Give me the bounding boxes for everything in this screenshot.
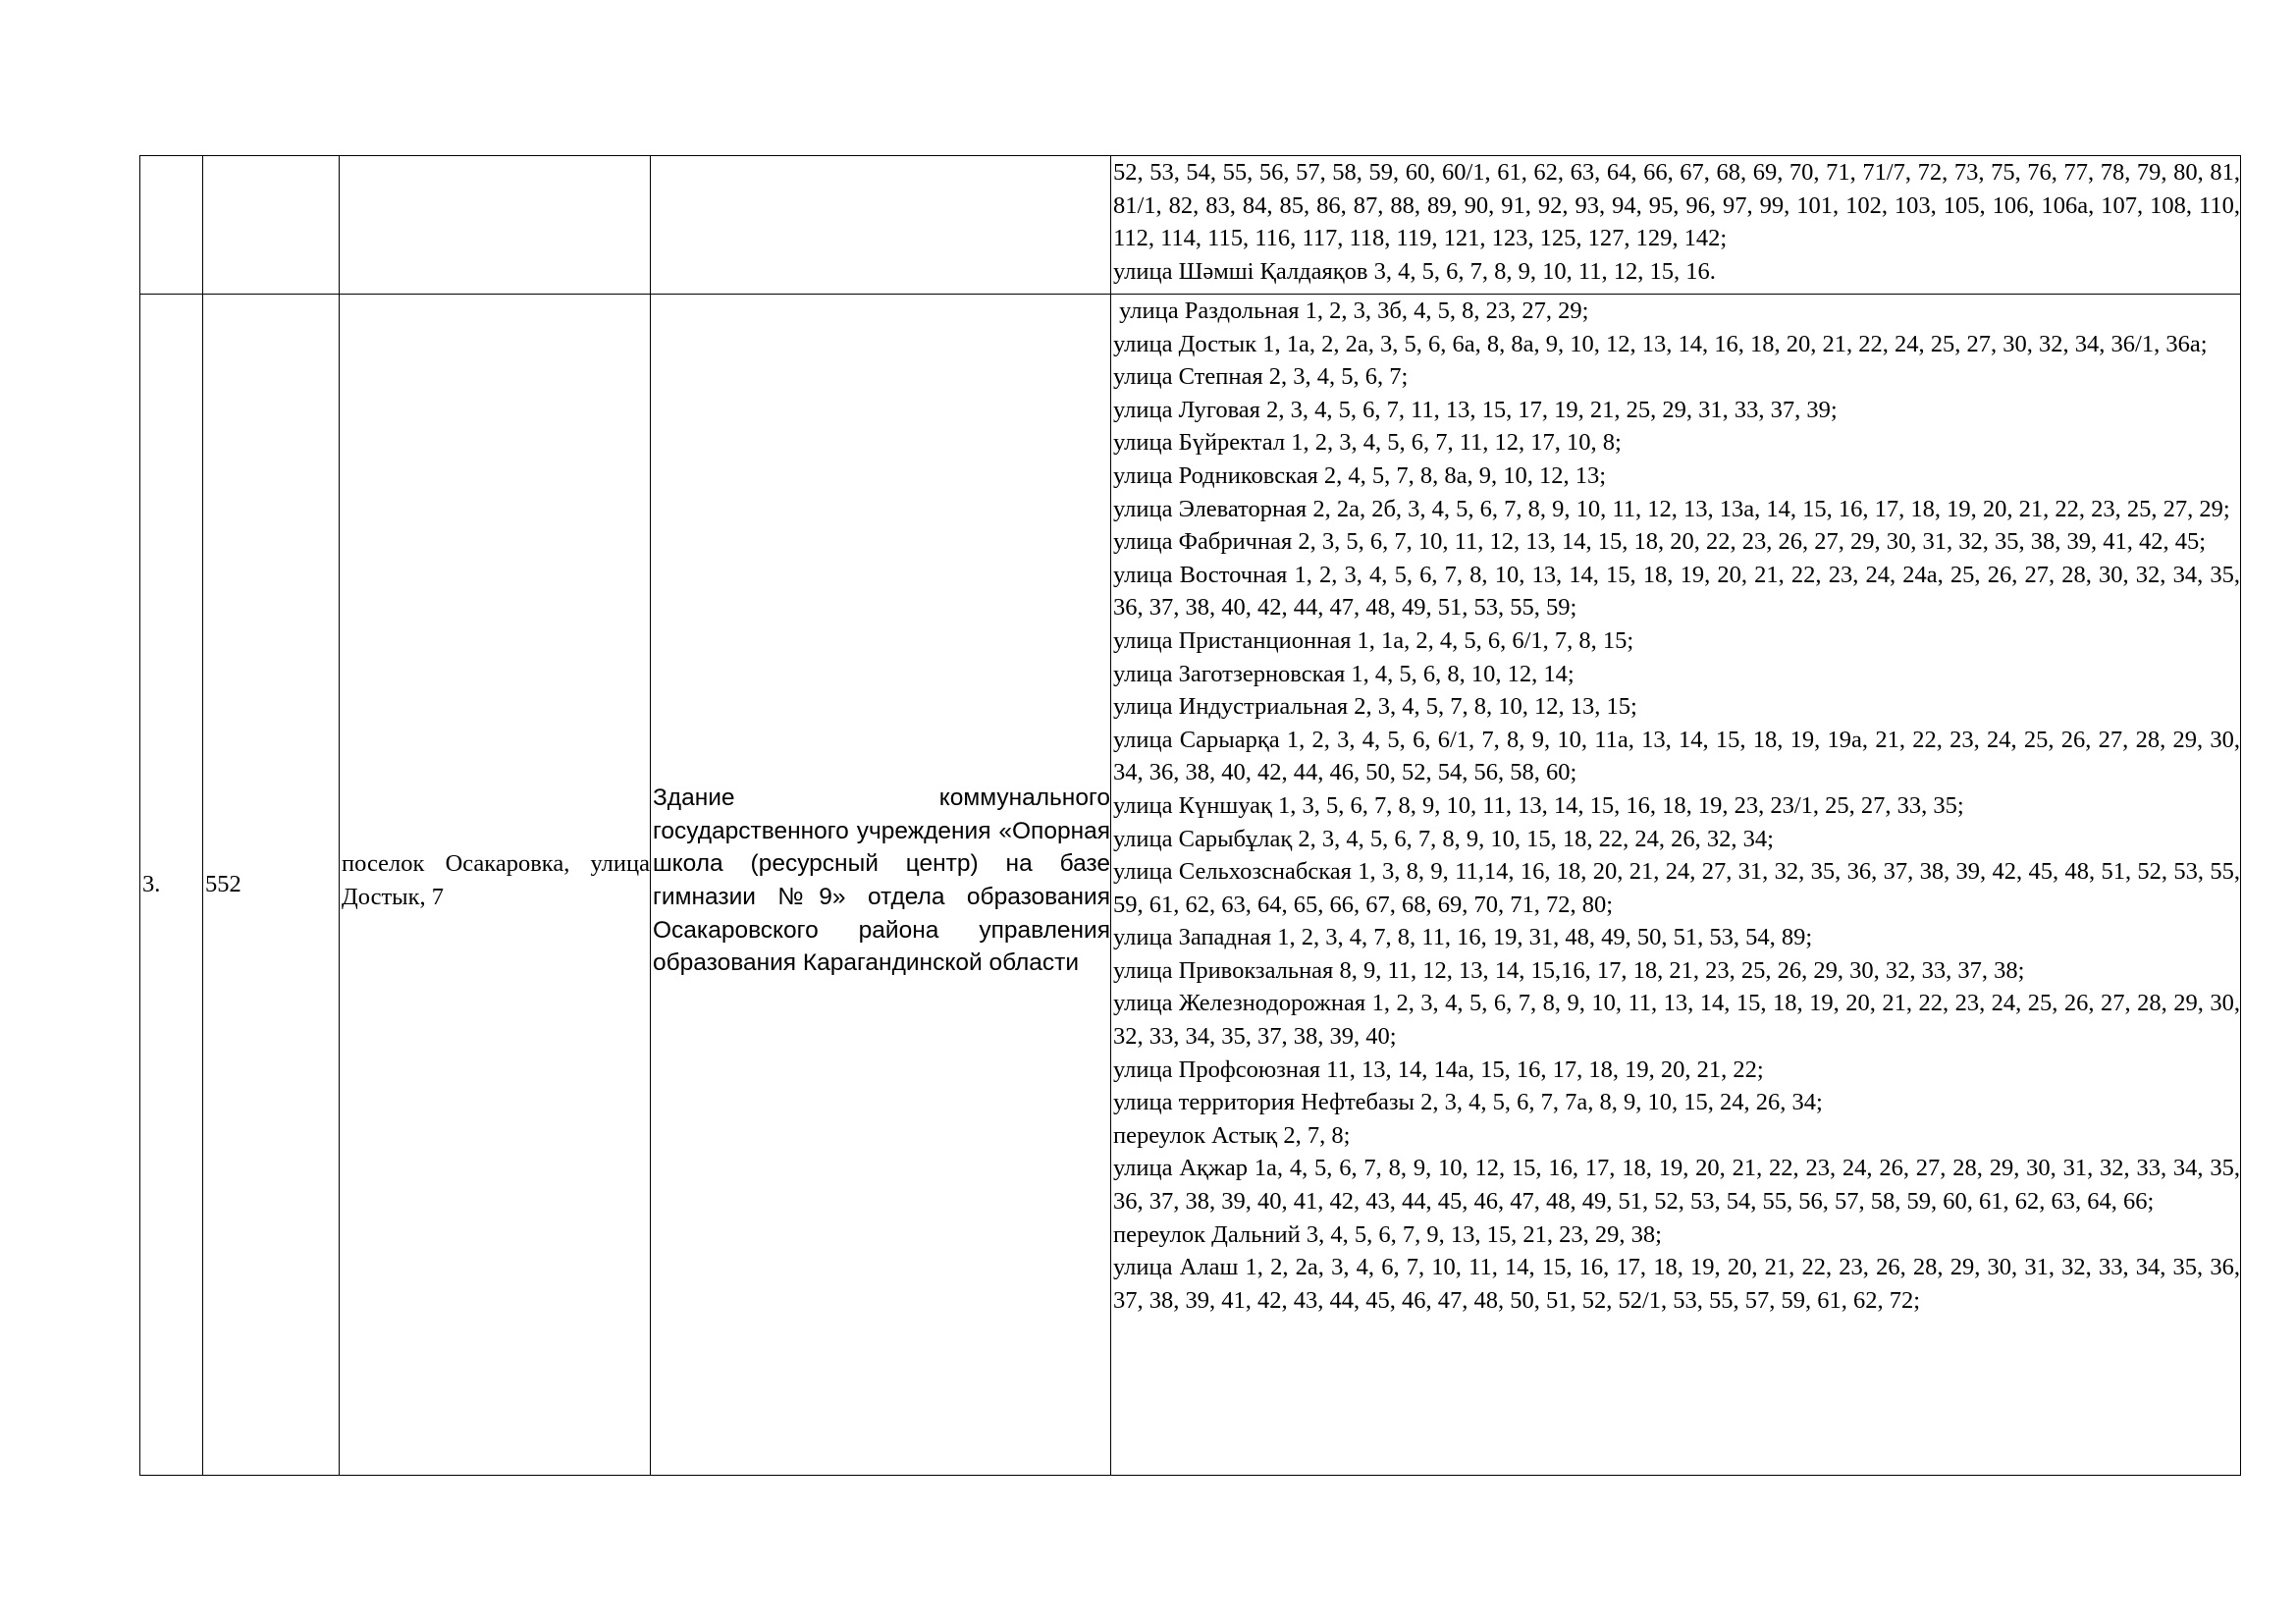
street-entry: улица территория Нефтебазы 2, 3, 4, 5, 6, 7, 7а, 8, 9, 10, 15, 24, 26, 34;: [1113, 1089, 1823, 1116]
street-entry: улица Ақжар 1а, 4, 5, 6, 7, 8, 9, 10, 12, 15, 16, 17, 18, 19, 20, 21, 22, 23, 24, 26, 27, 28, 29, 30, 31, 32, 33, 34, 35, 36, 37, 38, 39, 40, 41, 42, 43, 44, 45, 46, 47, 48, 49, 51, 52, 53, 54, 55, 56, 57, 58, 59, 60, 61, 62, 63, 64, 66;: [1113, 1155, 2247, 1216]
street-entry: улица Заготзерновская 1, 4, 5, 6, 8, 10, 12, 14;: [1113, 660, 1575, 687]
street-entry: улица Железнодорожная 1, 2, 3, 4, 5, 6, 7, 8, 9, 10, 11, 13, 14, 15, 18, 19, 20, 21, 22, 23, 24, 25, 26, 27, 28, 29, 30, 32, 33, 34, 35, 37, 38, 39, 40;: [1113, 990, 2247, 1051]
table-row-continuation: [140, 156, 2241, 295]
cell-precinct-empty: [203, 156, 340, 295]
cell-row-number: 3.: [140, 295, 203, 1476]
cell-streets: [1111, 295, 2247, 1476]
street-entry: улица Элеваторная 2, 2а, 2б, 3, 4, 5, 6, 7, 8, 9, 10, 11, 12, 13, 13а, 14, 15, 16, 17, 18, 19, 20, 21, 22, 23, 25, 27, 29;: [1113, 495, 2230, 522]
street-entry: улица Луговая 2, 3, 4, 5, 6, 7, 11, 13, 15, 17, 19, 21, 25, 29, 31, 33, 37, 39;: [1113, 396, 1838, 423]
street-entry: улица Сельхозснабская 1, 3, 8, 9, 11,14, 16, 18, 20, 21, 24, 27, 31, 32, 35, 36, 37, 38, 39, 42, 45, 48, 51, 52, 53, 55, 59, 61, 62, 63, 64, 65, 66, 67, 68, 69, 70, 71, 72, 80;: [1113, 858, 2247, 918]
streets-line: 52, 53, 54, 55, 56, 57, 58, 59, 60, 60/1, 61, 62, 63, 64, 66, 67, 68, 69, 70, 71, 71/7, 72, 73, 75, 76, 77, 78, 79, 80, 81, 81/1, 82, 83, 84, 85, 86, 87, 88, 89, 90, 91, 92, 93, 94, 95, 96, 97, 99, 101, 102, 103, 105, 106, 106а, 107, 108, 110, 112, 114, 115, 116, 117, 118, 119, 121, 123, 125, 127, 129, 142;: [1113, 159, 2240, 252]
street-entry: улица Сарыбұлақ 2, 3, 4, 5, 6, 7, 8, 9, 10, 15, 18, 22, 24, 26, 32, 34;: [1113, 825, 1774, 852]
street-entry: переулок Астық 2, 7, 8;: [1113, 1121, 1351, 1149]
street-entry: улица Родниковская 2, 4, 5, 7, 8, 8а, 9, 10, 12, 13;: [1113, 461, 1607, 489]
street-entry: улица Күншуақ 1, 3, 5, 6, 7, 8, 9, 10, 11, 13, 14, 15, 16, 18, 19, 23, 23/1, 25, 27, 33, 35;: [1113, 791, 1964, 819]
table-row: [140, 295, 2241, 1476]
cell-location-empty: [340, 156, 651, 295]
street-entry: улица Привокзальная 8, 9, 11, 12, 13, 14, 15,16, 17, 18, 21, 23, 25, 26, 29, 30, 32, 33, 37, 38;: [1113, 956, 2025, 984]
cell-number-empty: [140, 156, 203, 295]
street-entry: улица Пристанционная 1, 1а, 2, 4, 5, 6, 6/1, 7, 8, 15;: [1113, 626, 1634, 654]
street-entry: улица Сарыарқа 1, 2, 3, 4, 5, 6, 6/1, 7, 8, 9, 10, 11а, 13, 14, 15, 18, 19, 19а, 21, 22, 23, 24, 25, 26, 27, 28, 29, 30, 34, 36, 38, 40, 42, 44, 46, 50, 52, 54, 56, 58, 60;: [1113, 726, 2247, 786]
cell-precinct-number: 552: [203, 295, 340, 1476]
cell-streets-continuation: [1111, 156, 2241, 295]
street-entry: улица Достык 1, 1а, 2, 2а, 3, 5, 6, 6а, 8, 8а, 9, 10, 12, 13, 14, 16, 18, 20, 21, 22, 24, 25, 27, 30, 32, 34, 36/1, 36а;: [1113, 330, 2208, 357]
street-entry: улица Фабричная 2, 3, 5, 6, 7, 10, 11, 12, 13, 14, 15, 18, 20, 22, 23, 26, 27, 29, 30, 31, 32, 35, 38, 39, 41, 42, 45;: [1113, 528, 2207, 556]
streets-line: улица Шәмші Қалдаяқов 3, 4, 5, 6, 7, 8, 9, 10, 11, 12, 15, 16.: [1113, 257, 1716, 285]
street-entry: улица Профсоюзная 11, 13, 14, 14а, 15, 16, 17, 18, 19, 20, 21, 22;: [1113, 1056, 1764, 1083]
street-entry: улица Алаш 1, 2, 2а, 3, 4, 6, 7, 10, 11, 14, 15, 16, 17, 18, 19, 20, 21, 22, 23, 26, 28, 29, 30, 31, 32, 33, 34, 35, 36, 37, 38, 39, 41, 42, 43, 44, 45, 46, 47, 48, 50, 51, 52, 52/1, 53, 55, 57, 59, 61, 62, 72;: [1113, 1254, 2247, 1314]
cell-location: поселок Осакаровка, улица Достык, 7: [340, 295, 651, 1476]
street-entry: улица Восточная 1, 2, 3, 4, 5, 6, 7, 8, 10, 13, 14, 15, 18, 19, 20, 21, 22, 23, 24, 24а, 25, 26, 27, 28, 30, 32, 34, 35, 36, 37, 38, 40, 42, 44, 47, 48, 49, 51, 53, 55, 59;: [1113, 561, 2247, 622]
street-entry: улица Бүйректал 1, 2, 3, 4, 5, 6, 7, 11, 12, 17, 10, 8;: [1113, 429, 1622, 457]
street-entry: переулок Дальний 3, 4, 5, 6, 7, 9, 13, 15, 21, 23, 29, 38;: [1113, 1220, 1662, 1248]
street-entry: улица Западная 1, 2, 3, 4, 7, 8, 11, 16, 19, 31, 48, 49, 50, 51, 53, 54, 89;: [1113, 924, 1813, 951]
street-entry: улица Степная 2, 3, 4, 5, 6, 7;: [1113, 363, 1409, 391]
polling-precincts-table: [139, 155, 2247, 1476]
street-entry: улица Индустриальная 2, 3, 4, 5, 7, 8, 10, 12, 13, 15;: [1113, 693, 1637, 721]
street-entry: улица Раздольная 1, 2, 3, 3б, 4, 5, 8, 23, 27, 29;: [1113, 298, 1589, 324]
cell-building-empty: [651, 156, 1111, 295]
cell-building: Здание коммунального государственного учреждения «Опорная школа (ресурсный центр) на базе гимназии №9» отдела образования Осакаровского района управления образования Карагандинской области: [651, 295, 1111, 1476]
